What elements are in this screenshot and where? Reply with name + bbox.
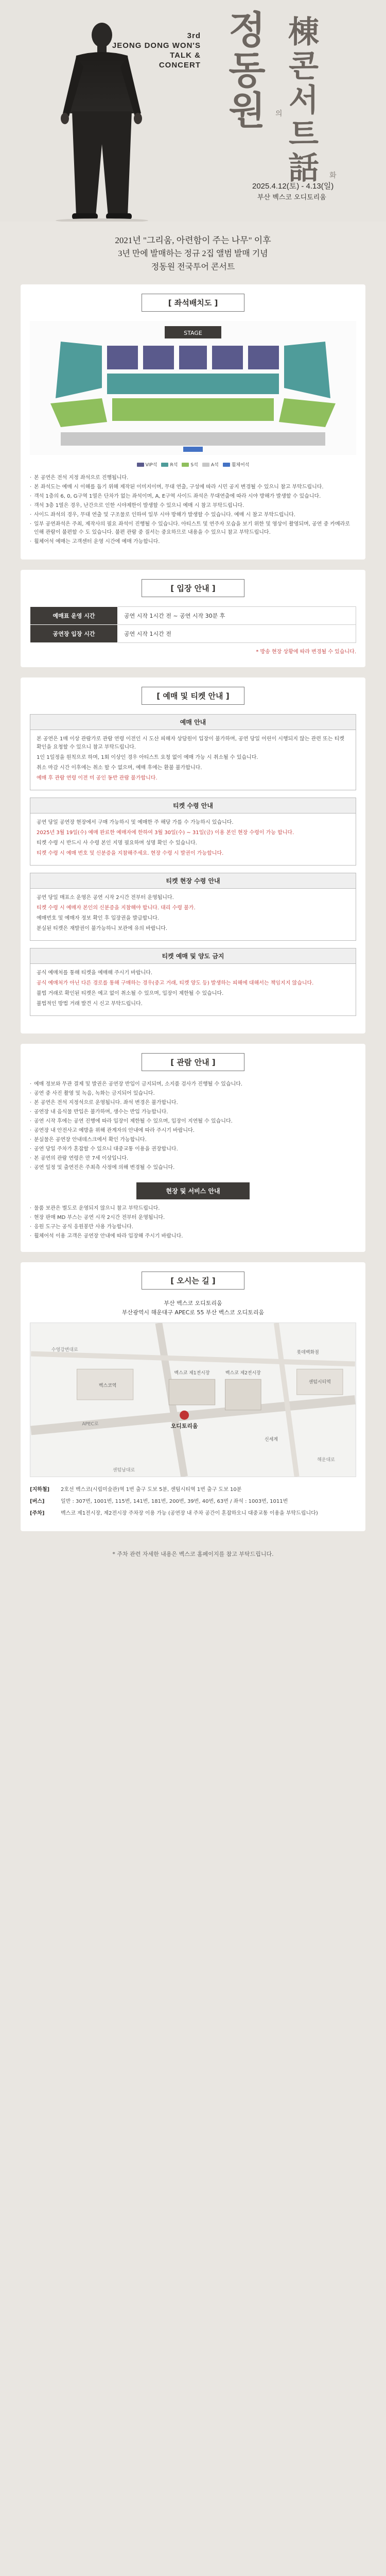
vip-block xyxy=(107,346,138,369)
hero-vertical-title xyxy=(216,10,278,131)
list-item: 본 공연은 1매 이상 관람가로 관람 연령 이전인 시 도산 피해자 상담원이 입장이 불가하며, 공연 당일 어린이 시행되지 않는 관련 또는 티켓 확인을 요청할 수 있으니 참고 부탁드립니다. xyxy=(37,736,344,750)
list-item: · 응원 도구는 공식 응원봉만 사용 가능합니다. xyxy=(30,1223,356,1231)
legend-item xyxy=(202,461,219,468)
transport-key: [주차] xyxy=(30,1511,45,1516)
transport-key: [지하철] xyxy=(30,1487,50,1493)
list-item: 예매 후 관람 연령 이전 미 공인 동반 관람 불가합니다. xyxy=(37,775,157,781)
caution-list xyxy=(30,1205,356,1241)
intro-line: 3년 만에 발매하는 정규 2집 앨범 발매 기념 xyxy=(118,249,268,258)
list-item: · 공연장 내 안전사고 예방을 위해 관계자의 안내에 따라 주시기 바랍니다. xyxy=(30,1127,356,1135)
list-item: · 본 공연은 전석 지정 좌석으로 진행됩니다. xyxy=(30,474,356,482)
transport-value: 일반 : 307번, 1001번, 115번, 141번, 181번, 200번, 39번, 40번, 63번 / 좌석 : 1003번, 1011번 xyxy=(61,1499,288,1504)
map-label: 롯데백화점 xyxy=(296,1350,319,1355)
subsection-body xyxy=(30,964,356,1015)
subsection-body xyxy=(30,730,356,790)
map-label: 수영강변대로 xyxy=(51,1347,78,1353)
transport-value: 벡스코 제1전시장, 제2전시장 주차장 이용 가능 (공연장 내 주차 공간이 혼잡하오니 대중교통 이용을 부탁드립니다) xyxy=(61,1511,318,1516)
kicker-line: JEONG DONG WON'S xyxy=(112,41,201,50)
list-item: · 본 좌석도는 예매 시 이해를 돕기 위해 제작된 이미지이며, 무대 연출, 구성에 따라 시민 공지 변경될 수 있으니 참고 부탁드립니다. xyxy=(30,483,356,492)
map-label: 벡스코 제1전시장 xyxy=(174,1370,210,1376)
transport-row xyxy=(30,1509,356,1518)
ticket-section xyxy=(21,677,365,1033)
list-item: 공식 예매처가 아닌 다른 경로를 통해 구매하는 경우(중고 거래, 티켓 양도 등) 발생하는 피해에 대해서는 책임지지 않습니다. xyxy=(37,980,314,986)
legend-swatch xyxy=(161,463,168,467)
s-block xyxy=(112,398,274,421)
legend-swatch xyxy=(202,463,209,467)
wheelchair-block xyxy=(183,447,203,452)
directions-section xyxy=(21,1262,365,1531)
list-item: · 본 공연은 전석 지정석으로 운영됩니다. 좌석 변경은 불가합니다. xyxy=(30,1099,356,1107)
list-item: 공연 당일 매표소 운영은 공연 시작 2시간 전부터 운영됩니다. xyxy=(37,895,174,901)
map-label: APEC로 xyxy=(82,1421,99,1427)
kicker-line: 3rd xyxy=(187,31,201,40)
title-char: 원 xyxy=(229,89,266,133)
list-item: 티켓 수령 시 반드시 사 수령 본인 지명 필요하며 성명 확인 수 있습니다. xyxy=(37,840,197,846)
stage-label: STAGE xyxy=(184,330,202,336)
list-item: · 분실물은 공연장 안내데스크에서 확인 가능합니다. xyxy=(30,1136,356,1144)
legend-swatch xyxy=(223,463,230,467)
intro-line: 2021년 "그리움, 아련함이 주는 나무" 이후 xyxy=(115,235,271,245)
list-item: 예매번호 및 예매자 정보 확인 후 입장권을 발급합니다. xyxy=(37,916,159,921)
s-block xyxy=(50,398,107,427)
seat-map-section xyxy=(21,284,365,560)
ticket-subsection xyxy=(30,948,356,1016)
r-block xyxy=(107,374,279,394)
subsection-title: 예매 안내 xyxy=(30,715,356,730)
transport-value: 2호선 벡스코(시립미술관)역 1번 출구 도보 5분, 센텀시티역 1번 출구 도보 10분 xyxy=(61,1487,242,1493)
legend-label: R석 xyxy=(170,463,178,468)
title-char: 콘 xyxy=(289,48,319,84)
title-char: 동 xyxy=(229,48,266,93)
seat-map-diagram xyxy=(30,321,356,455)
a-block xyxy=(61,432,325,446)
title-char: 서 xyxy=(289,82,319,118)
legend-swatch xyxy=(182,463,189,467)
table-row xyxy=(30,625,356,643)
list-item: · 공연 일정 및 출연진은 주최측 사정에 의해 변경될 수 있습니다. xyxy=(30,1164,356,1172)
footer-note: * 주차 관련 자세한 내용은 벡스코 홈페이지를 참고 부탁드립니다. xyxy=(112,1551,274,1557)
title-small-char: 의 xyxy=(275,110,283,118)
seat-notes xyxy=(30,474,356,546)
r-block xyxy=(56,342,102,398)
list-item: 2025년 3월 19일(수) 예매 완료한 예매자에 한하여 3월 30일(수) ~ 31일(금) 이용 본인 현장 수령이 가능 합니다. xyxy=(37,830,294,836)
vip-block xyxy=(143,346,174,369)
section-title: [ 좌석배치도 ] xyxy=(142,294,244,312)
list-item: 공식 예매처를 통해 티켓을 예매해 주시기 바랍니다. xyxy=(37,970,153,976)
table-row xyxy=(30,607,356,625)
s-block xyxy=(279,398,336,427)
title-char: 話 xyxy=(288,150,319,187)
title-char: 정 xyxy=(229,8,266,53)
venue-address: 부산광역시 해운대구 APEC로 55 부산 벡스코 오디토리움 xyxy=(121,1309,265,1316)
subsection-title: 티켓 수령 안내 xyxy=(30,798,356,814)
intro-line: 정동원 전국투어 콘서트 xyxy=(151,263,235,272)
caution-title: 현장 및 서비스 안내 xyxy=(136,1182,250,1199)
ticket-subsection xyxy=(30,714,356,790)
legend-item xyxy=(137,461,157,468)
subsection-body xyxy=(30,814,356,865)
hero-banner xyxy=(0,0,386,222)
entry-table xyxy=(30,606,356,643)
list-item: · 휠체어석 이용 고객은 공연장 안내에 따라 입장해 주시기 바랍니다. xyxy=(30,1232,356,1241)
legend-label: A석 xyxy=(210,463,219,468)
list-item: 분실된 티켓은 재발권이 불가능하니 보관에 유의 바랍니다. xyxy=(37,926,168,931)
list-item: · 물품 보관은 별도로 운영되지 않으니 참고 부탁드립니다. xyxy=(30,1205,356,1213)
subsection-title: 티켓 예매 및 양도 금지 xyxy=(30,948,356,964)
kicker-line: CONCERT xyxy=(159,61,201,70)
list-item: · 휠체어석 예매는 고객센터 운영 시간에 예매 가능합니다. xyxy=(30,538,356,546)
ticket-subsection xyxy=(30,798,356,866)
map-label: 벡스코 제2전시장 xyxy=(225,1370,261,1376)
legend-label: 휠체어석 xyxy=(231,463,250,468)
map-label: 벡스코역 xyxy=(98,1383,117,1389)
list-item: 불법적인 방법 거래 발견 시 신고 부탁드립니다. xyxy=(37,1001,143,1007)
list-item: · 예매 정보와 무관 결제 및 발권은 공연장 반입이 금지되며, 소지품 검사가 진행될 수 있습니다. xyxy=(30,1080,356,1089)
transport-info xyxy=(30,1485,356,1518)
vip-block xyxy=(248,346,279,369)
legend-label: S석 xyxy=(190,463,198,468)
map-label: 신세계 xyxy=(265,1437,278,1443)
vip-block xyxy=(179,346,207,369)
kicker-line: TALK & xyxy=(170,51,201,60)
section-title: [ 오시는 길 ] xyxy=(142,1272,244,1290)
section-title: [ 예매 및 티켓 안내 ] xyxy=(142,687,244,705)
subsection-body xyxy=(30,889,356,940)
list-item: · 객석 3층 1열은 경우, 난간으로 인한 시야제한이 발생할 수 있으니 예매 시 참고 부탁드립니다. xyxy=(30,502,356,510)
list-item: 티켓 수령 시 예매 번호 및 신분증을 지참해주세요. 현장 수령 시 발권이 가능합니다. xyxy=(37,851,224,856)
legend-item xyxy=(223,461,250,468)
legend-swatch xyxy=(137,463,144,467)
list-item: · 공연 당일 주차가 혼잡할 수 있으니 대중교통 이용을 권장합니다. xyxy=(30,1145,356,1154)
venue-pin xyxy=(180,1411,189,1420)
map-label: 센텀시티역 xyxy=(308,1380,331,1385)
location-map xyxy=(30,1323,356,1477)
list-item: 티켓 수령 시 예매자 본인의 신분증을 지참해야 합니다. 대리 수령 불가. xyxy=(37,905,196,911)
list-item: · 공연 중 사진 촬영 및 녹음, 녹화는 금지되어 있습니다. xyxy=(30,1090,356,1098)
venue-name: 부산 벡스코 오디토리움 xyxy=(164,1300,222,1307)
list-item: · 공연장 내 음식물 반입은 불가하며, 생수는 반입 가능합니다. xyxy=(30,1108,356,1116)
map-label-venue: 오디토리움 xyxy=(170,1422,198,1430)
section-title: [ 관람 안내 ] xyxy=(142,1053,244,1071)
venue-info xyxy=(30,1299,356,1317)
hero-date: 2025.4.12(토) - 4.13(일) xyxy=(252,182,334,191)
title-char: 트 xyxy=(289,116,319,152)
hero-vertical-title-2 xyxy=(278,15,329,185)
seat-legend xyxy=(30,461,356,468)
table-cell: 공연 시작 1시간 전 ~ 공연 시작 30분 후 xyxy=(118,607,356,625)
title-char: 棟 xyxy=(288,14,319,50)
map-label: 해운대로 xyxy=(317,1458,335,1463)
section-title: [ 입장 안내 ] xyxy=(142,579,244,597)
viewing-notice-section xyxy=(21,1044,365,1252)
hero-kicker xyxy=(112,31,201,70)
entry-note: * 방송 현장 상황에 따라 변경될 수 있습니다. xyxy=(256,649,356,655)
subsection-title: 티켓 현장 수령 안내 xyxy=(30,873,356,889)
list-item: · 공연 시작 후에는 공연 진행에 따라 입장이 제한될 수 있으며, 입장이 지연될 수 있습니다. xyxy=(30,1117,356,1126)
list-item: · 현장 판매 MD 부스는 공연 시작 2시간 전부터 운영됩니다. xyxy=(30,1214,356,1222)
entry-section xyxy=(21,570,365,667)
r-block xyxy=(284,342,330,398)
table-header: 예매표 운영 시간 xyxy=(30,607,118,625)
list-item: · 객석 1층의 6, 0, G구역 1열은 단차가 없는 좌석이며, A, E구역 사이드 좌석은 무대연출에 따라 시야 방해가 발생할 수 있습니다. xyxy=(30,493,356,501)
list-item: 불법 거래로 확인된 티켓은 예고 없이 취소될 수 있으며, 입장이 제한될 수 있습니다. xyxy=(37,991,224,996)
ticket-subsection xyxy=(30,873,356,941)
list-item: · 사이드 좌석의 경우, 무대 연출 및 구조물로 인하여 일부 시야 방해가 발생할 수 있습니다. 예매 시 참고 부탁드립니다. xyxy=(30,511,356,519)
intro-text xyxy=(0,222,386,284)
list-item: 취소 마감 시간 이후에는 취소 할 수 없으며, 예매 후에는 환불 불가합니다. xyxy=(37,765,202,771)
vip-block xyxy=(212,346,243,369)
legend-label: VIP석 xyxy=(145,463,157,468)
table-header: 공연장 입장 시간 xyxy=(30,625,118,643)
legend-item xyxy=(161,461,178,468)
list-item: · 일부 공연좌석은 주최, 제작사의 필요 좌석이 진행될 수 있습니다. 아티스트 및 연주자 모습을 보기 위한 및 영상이 촬영되며, 공연 중 카메라로 인해 관람이 불편할 수 도 있습니다. 불편 관람 중 질서는 중요하므로 내용을 수 있으니 참고 부탁드립니다. xyxy=(30,520,356,537)
transport-key: [버스] xyxy=(30,1499,45,1504)
list-item: 1인 1일정을 원칙으로 하며, 1회 이상인 경우 아티스트 요청 없이 예매 가능 시 취소될 수 있습니다. xyxy=(37,755,258,760)
legend-item xyxy=(182,461,198,468)
transport-row xyxy=(30,1485,356,1494)
list-item: 공연 당일 공연장 현장에서 구매 가능하시 및 예매한 주 해당 가를 수 가능하시 있습니다. xyxy=(37,820,234,825)
table-cell: 공연 시작 1시간 전 xyxy=(118,625,356,643)
notice-list xyxy=(30,1080,356,1172)
transport-row xyxy=(30,1497,356,1506)
map-label: 센텀남대로 xyxy=(113,1468,135,1473)
hero-venue: 부산 벡스코 오디토리움 xyxy=(257,194,326,201)
title-small-char: 화 xyxy=(329,172,337,180)
list-item: · 본 공연의 관람 연령은 만 7세 이상입니다. xyxy=(30,1155,356,1163)
